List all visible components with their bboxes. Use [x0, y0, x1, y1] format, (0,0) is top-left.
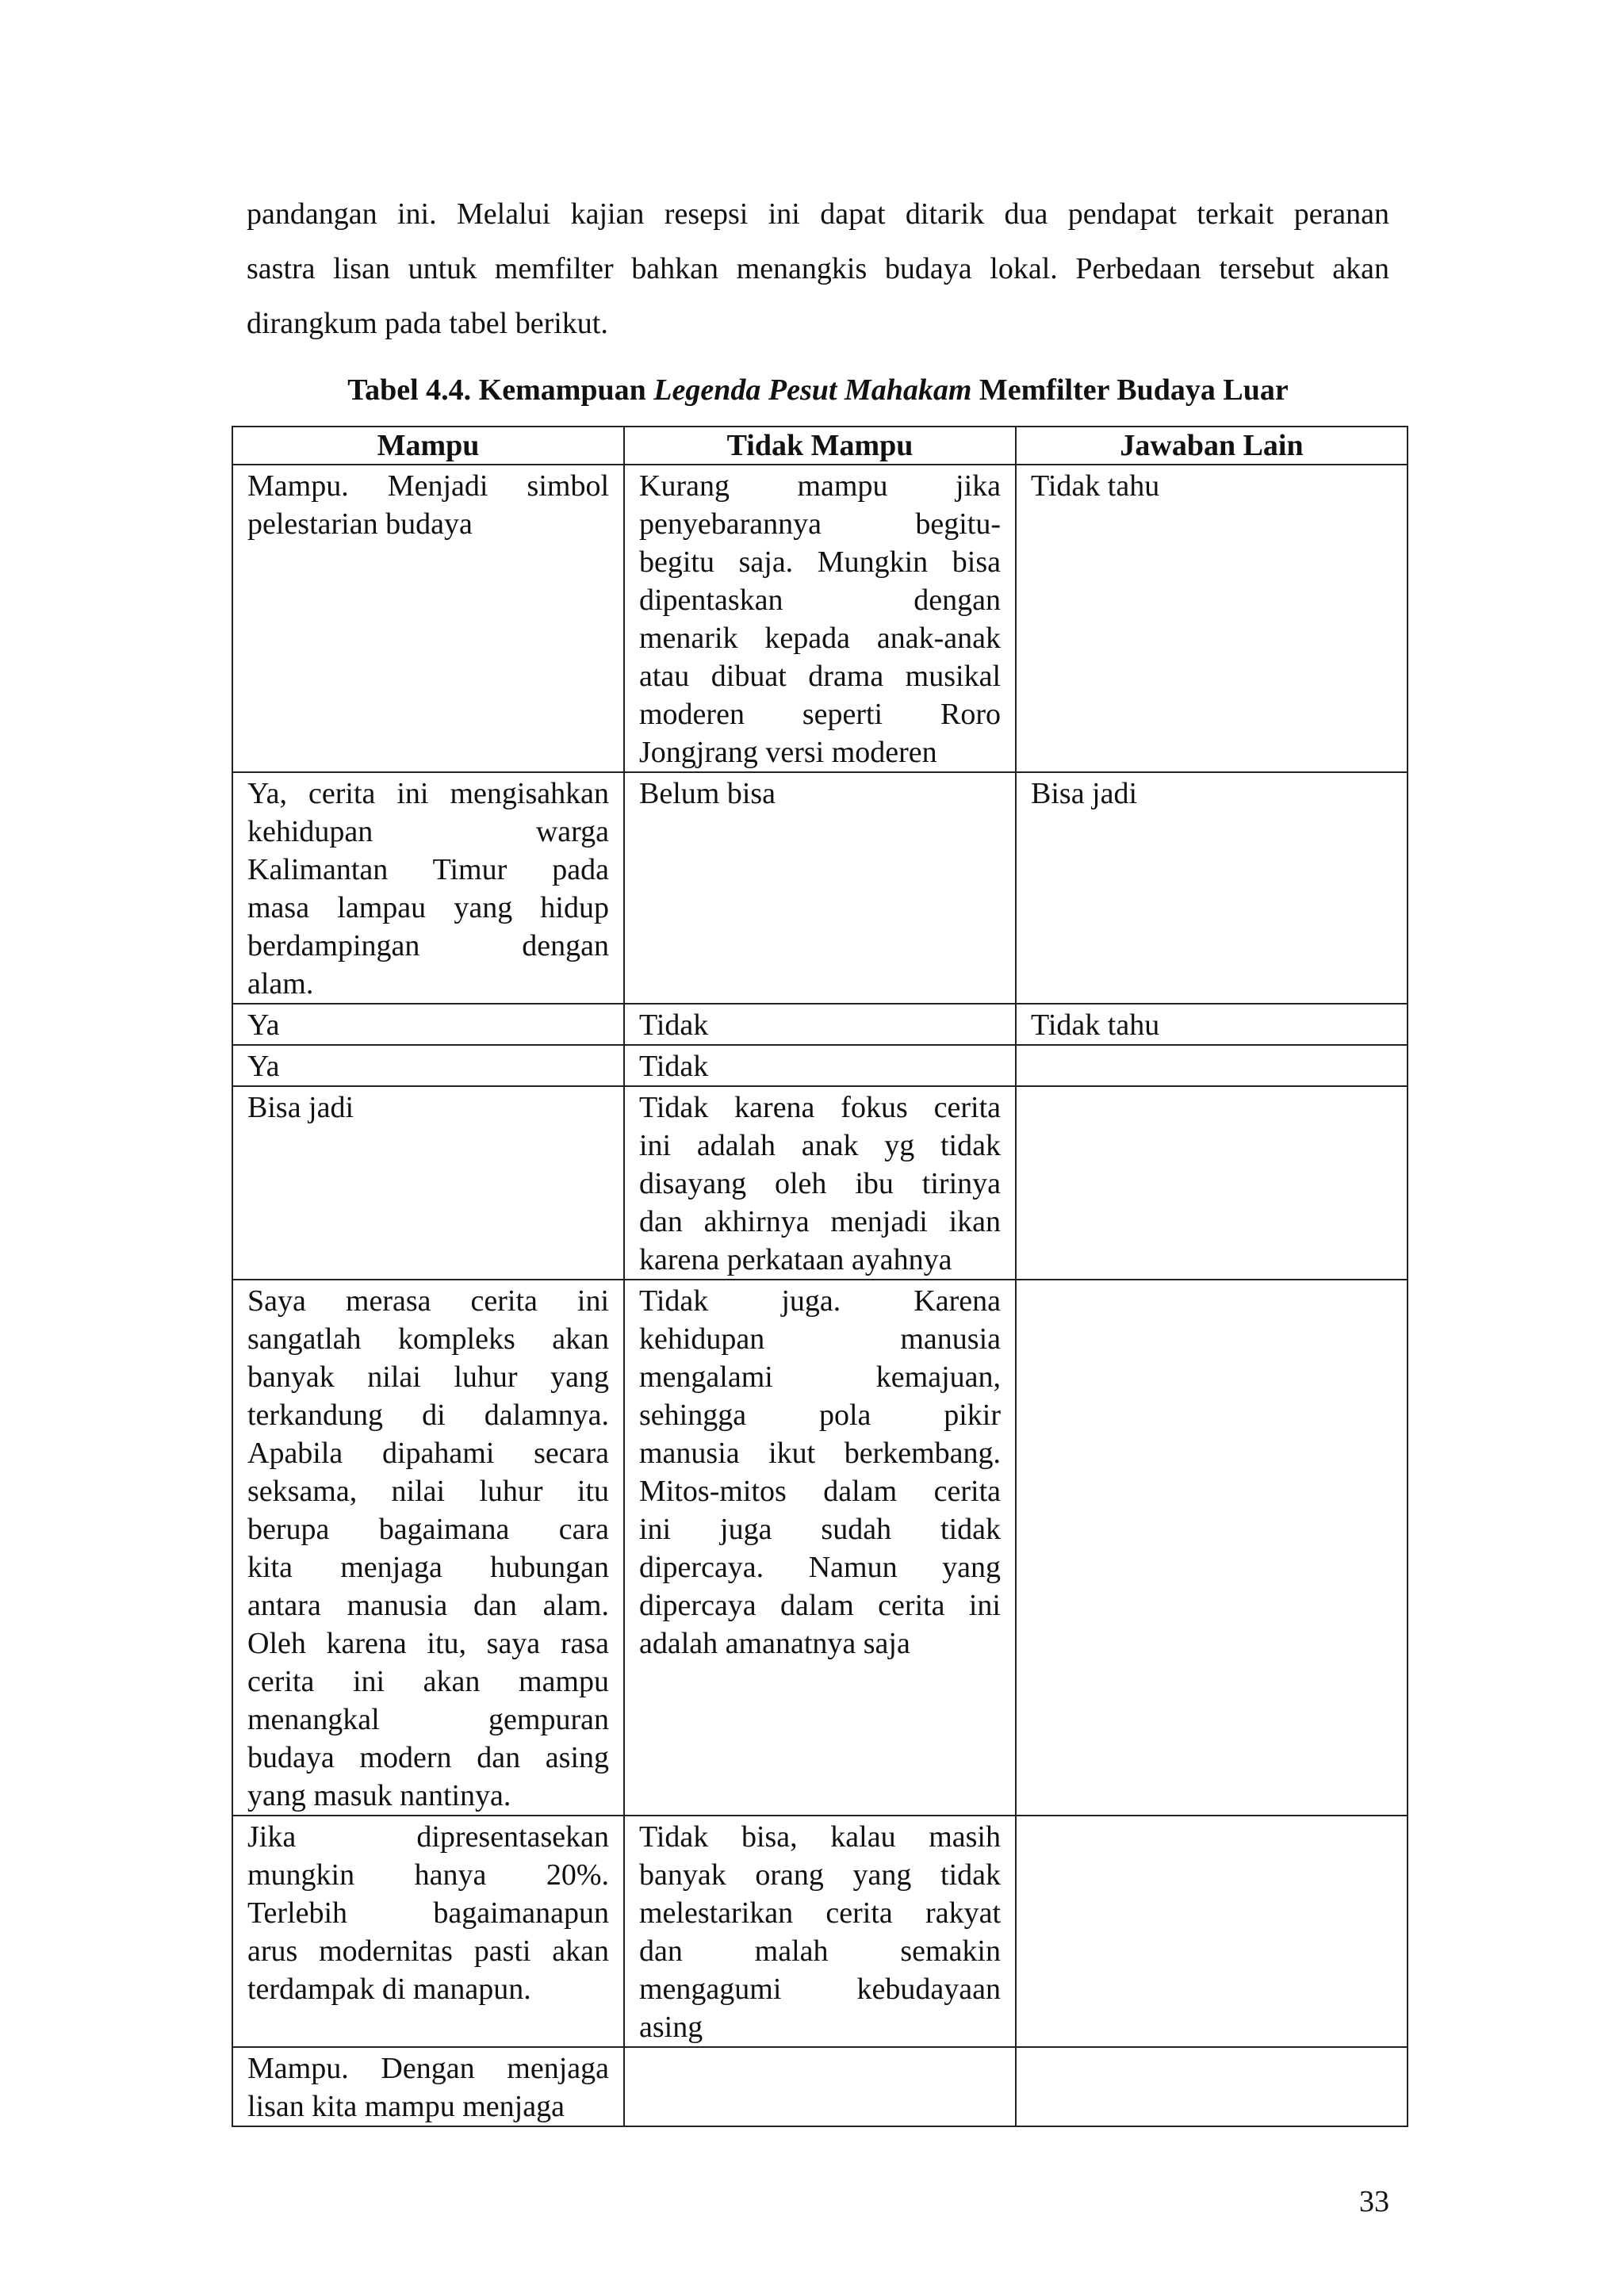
cell-line: banyak orang yang tidak — [639, 1858, 1001, 1892]
table-row — [232, 1086, 1408, 1280]
cell-line: Bisa jadi — [247, 1091, 354, 1124]
cell-line: atau dibuat drama musikal — [639, 660, 1001, 693]
cell-mampu — [232, 1816, 624, 2047]
header-mampu: Mampu — [232, 427, 624, 465]
cell-line: Ya, cerita ini mengisahkan — [247, 777, 609, 810]
response-table — [232, 426, 1408, 2127]
cell-jawaban-lain — [1016, 1086, 1408, 1280]
cell-jawaban-lain — [1016, 1045, 1408, 1086]
cell-line: dan akhirnya menjadi ikan — [639, 1205, 1001, 1238]
cell-line: Mampu. Dengan menjaga — [247, 2052, 609, 2085]
cell-line: Tidak tahu — [1031, 1008, 1160, 1042]
cell-line: seksama, nilai luhur itu — [247, 1475, 609, 1508]
cell-line: mengalami kemajuan, — [639, 1360, 1001, 1394]
cell-line: asing — [639, 2011, 703, 2044]
table-row — [232, 1816, 1408, 2047]
cell-line: penyebarannya begitu- — [639, 507, 1001, 541]
cell-line: dipentaskan dengan — [639, 584, 1001, 617]
cell-line: Mampu. Menjadi simbol — [247, 469, 609, 503]
cell-line: Saya merasa cerita ini — [247, 1284, 609, 1318]
cell-line: Ya — [247, 1008, 280, 1042]
cell-line: begitu saja. Mungkin bisa — [639, 545, 1001, 579]
cell-line: Kurang mampu jika — [639, 469, 1001, 503]
cell-line: banyak nilai luhur yang — [247, 1360, 609, 1394]
table-body — [232, 465, 1408, 2126]
cell-tidak-mampu — [624, 1280, 1016, 1816]
cell-mampu — [232, 1280, 624, 1816]
cell-line: Jongjrang versi moderen — [639, 736, 937, 769]
cell-line: dan malah semakin — [639, 1934, 1001, 1968]
cell-line: Tidak karena fokus cerita — [639, 1091, 1001, 1124]
cell-tidak-mampu — [624, 1086, 1016, 1280]
cell-line: Tidak juga. Karena — [639, 1284, 1001, 1318]
cell-line: Tidak tahu — [1031, 469, 1160, 503]
cell-tidak-mampu — [624, 1816, 1016, 2047]
cell-jawaban-lain — [1016, 1816, 1408, 2047]
table-row — [232, 2047, 1408, 2126]
table-row — [232, 1045, 1408, 1086]
cell-jawaban-lain — [1016, 2047, 1408, 2126]
cell-jawaban-lain — [1016, 1280, 1408, 1816]
cell-line: karena perkataan ayahnya — [639, 1243, 952, 1276]
cell-line: budaya modern dan asing — [247, 1741, 609, 1774]
cell-jawaban-lain — [1016, 465, 1408, 772]
header-jawaban-lain: Jawaban Lain — [1016, 427, 1408, 465]
cell-line: melestarikan cerita rakyat — [639, 1896, 1001, 1930]
cell-line: disayang oleh ibu tirinya — [639, 1167, 1001, 1200]
cell-line: adalah amanatnya saja — [639, 1627, 910, 1660]
cell-mampu — [232, 772, 624, 1004]
table-row — [232, 1280, 1408, 1816]
cell-line: cerita ini akan mampu — [247, 1665, 609, 1698]
caption-suffix: Memfilter Budaya Luar — [971, 373, 1289, 407]
table-row — [232, 1004, 1408, 1045]
cell-line: Tidak bisa, kalau masih — [639, 1820, 1001, 1854]
cell-line: menangkal gempuran — [247, 1703, 609, 1736]
cell-mampu — [232, 2047, 624, 2126]
cell-line: Oleh karena itu, saya rasa — [247, 1627, 609, 1660]
intro-line: dirangkum pada tabel berikut. — [247, 307, 608, 340]
cell-mampu — [232, 1086, 624, 1280]
cell-tidak-mampu — [624, 2047, 1016, 2126]
table-caption — [247, 366, 1389, 414]
cell-line: masa lampau yang hidup — [247, 891, 609, 924]
cell-line: Mitos-mitos dalam cerita — [639, 1475, 1001, 1508]
cell-mampu — [232, 1004, 624, 1045]
cell-line: Belum bisa — [639, 777, 776, 810]
cell-jawaban-lain — [1016, 1004, 1408, 1045]
cell-line: terkandung di dalamnya. — [247, 1399, 609, 1432]
header-tidak-mampu: Tidak Mampu — [624, 427, 1016, 465]
cell-line: mungkin hanya 20%. — [247, 1858, 609, 1892]
cell-line: arus modernitas pasti akan — [247, 1934, 609, 1968]
cell-line: kita menjaga hubungan — [247, 1551, 609, 1584]
cell-line: alam. — [247, 967, 314, 1001]
cell-line: menarik kepada anak-anak — [639, 622, 1001, 655]
cell-line: mengagumi kebudayaan — [639, 1973, 1001, 2006]
cell-line: berupa bagaimana cara — [247, 1513, 609, 1546]
cell-line: ini adalah anak yg tidak — [639, 1129, 1001, 1162]
cell-line: terdampak di manapun. — [247, 1973, 531, 2006]
cell-line: lisan kita mampu menjaga — [247, 2090, 565, 2123]
cell-tidak-mampu — [624, 772, 1016, 1004]
cell-line: dipercaya dalam cerita ini — [639, 1589, 1001, 1622]
cell-line: dipercaya. Namun yang — [639, 1551, 1001, 1584]
table-header-row — [232, 427, 1408, 465]
cell-tidak-mampu — [624, 465, 1016, 772]
page-number: 33 — [1359, 2185, 1389, 2218]
cell-line: ini juga sudah tidak — [639, 1513, 1001, 1546]
cell-line: kehidupan warga — [247, 815, 609, 848]
intro-paragraph — [247, 187, 1389, 351]
cell-jawaban-lain — [1016, 772, 1408, 1004]
cell-line: Kalimantan Timur pada — [247, 853, 609, 886]
caption-prefix: Tabel 4.4. Kemampuan — [347, 373, 654, 407]
cell-line: manusia ikut berkembang. — [639, 1437, 1001, 1470]
intro-line: pandangan ini. Melalui kajian resepsi ini dapat ditarik dua pendapat terkait peranan — [247, 197, 1389, 231]
cell-line: Bisa jadi — [1031, 777, 1138, 810]
cell-line: kehidupan manusia — [639, 1322, 1001, 1356]
table-row — [232, 772, 1408, 1004]
cell-line: yang masuk nantinya. — [247, 1779, 511, 1812]
cell-line: antara manusia dan alam. — [247, 1589, 609, 1622]
table-row — [232, 465, 1408, 772]
cell-line: Jika dipresentasekan — [247, 1820, 609, 1854]
cell-line: Ya — [247, 1050, 280, 1083]
cell-tidak-mampu — [624, 1004, 1016, 1045]
cell-line: berdampingan dengan — [247, 929, 609, 962]
cell-line: moderen seperti Roro — [639, 698, 1001, 731]
intro-line: sastra lisan untuk memfilter bahkan menangkis budaya lokal. Perbedaan tersebut akan — [247, 252, 1389, 285]
caption-italic-title: Legenda Pesut Mahakam — [653, 373, 972, 407]
cell-mampu — [232, 1045, 624, 1086]
cell-mampu — [232, 465, 624, 772]
cell-line: pelestarian budaya — [247, 507, 473, 541]
cell-tidak-mampu — [624, 1045, 1016, 1086]
cell-line: Tidak — [639, 1008, 709, 1042]
cell-line: Tidak — [639, 1050, 709, 1083]
cell-line: Apabila dipahami secara — [247, 1437, 609, 1470]
cell-line: sangatlah kompleks akan — [247, 1322, 609, 1356]
cell-line: Terlebih bagaimanapun — [247, 1896, 609, 1930]
cell-line: sehingga pola pikir — [639, 1399, 1001, 1432]
